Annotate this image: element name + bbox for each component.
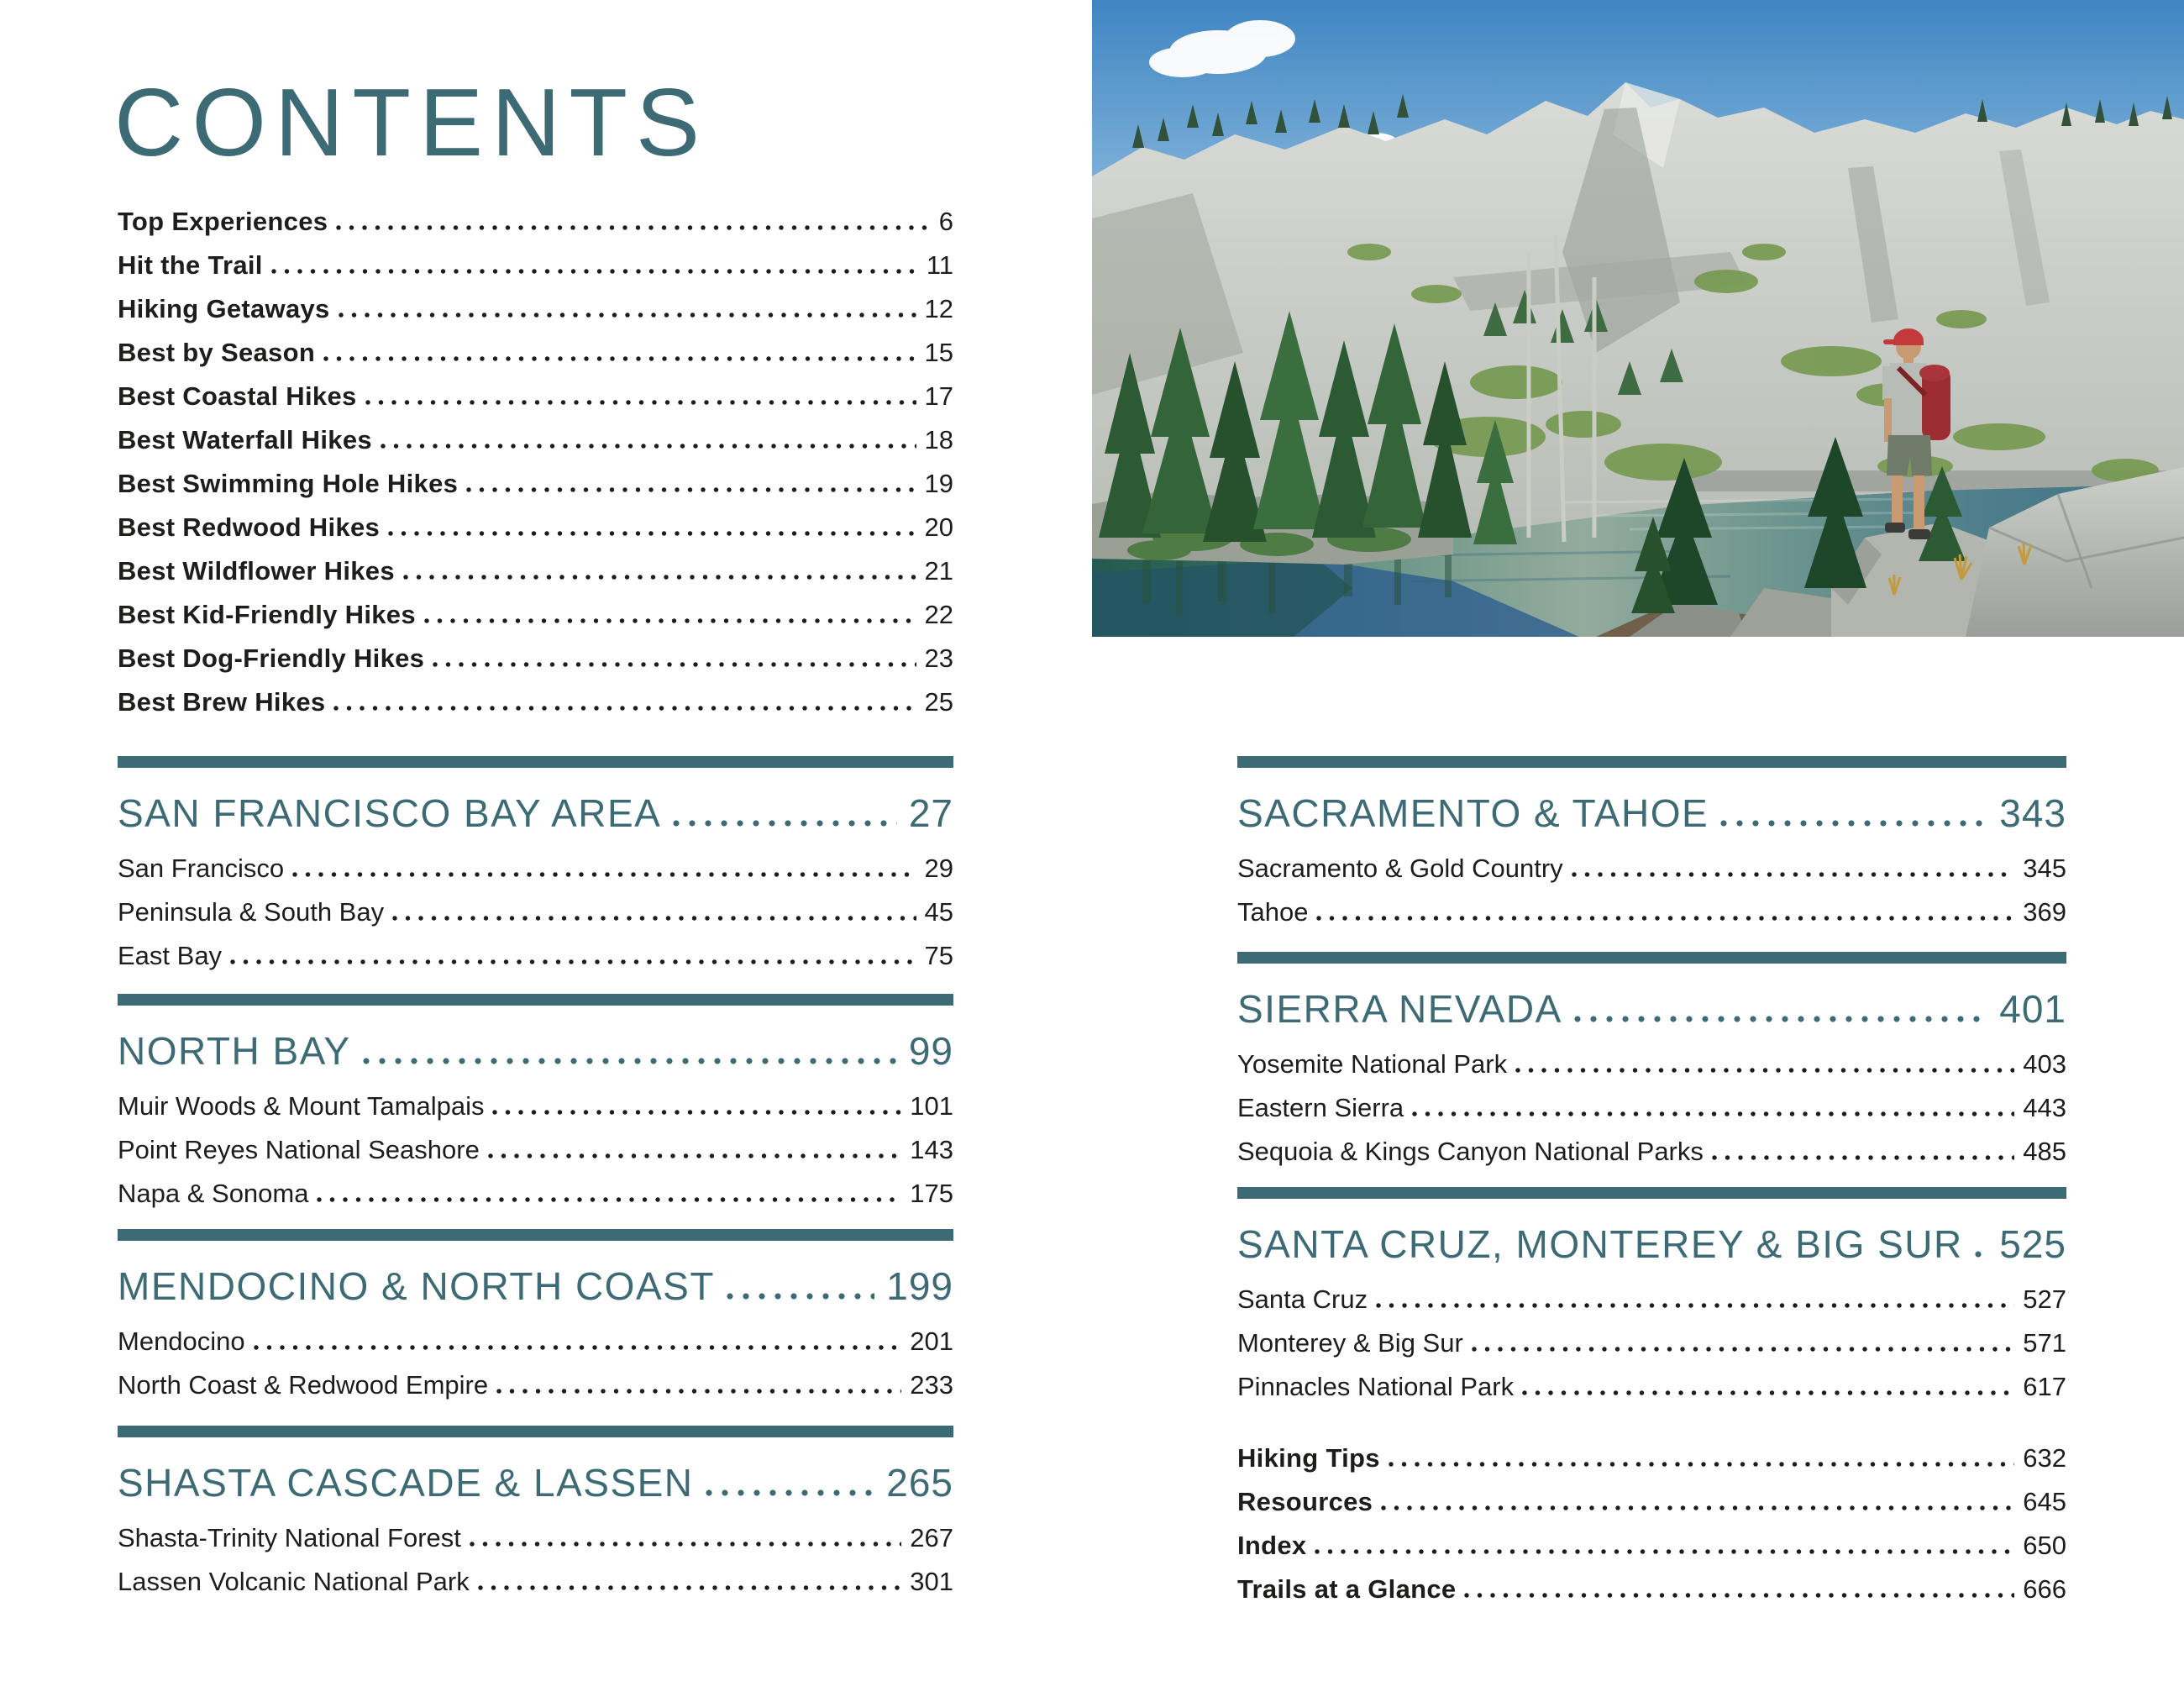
toc-entry-label: Best Redwood Hikes xyxy=(118,512,381,542)
section-header xyxy=(118,791,953,835)
dot-leader xyxy=(1572,872,2015,877)
toc-entry-label: San Francisco xyxy=(118,854,285,883)
section-title: SIERRA NEVADA xyxy=(1237,987,1562,1031)
toc-entry-page: 645 xyxy=(2023,1487,2066,1516)
toc-entry-label: Hiking Getaways xyxy=(118,294,330,323)
section-san-francisco-bay-area xyxy=(118,756,953,986)
toc-entry-page: 233 xyxy=(910,1370,953,1400)
toc-entry-page: 301 xyxy=(910,1567,953,1596)
toc-entry-label: Best by Season xyxy=(118,338,316,367)
toc-entry-label: Best Swimming Hole Hikes xyxy=(118,469,459,498)
section-santa-cruz-monterey-big-sur xyxy=(1237,1187,2066,1417)
toc-entry-page: 19 xyxy=(924,469,953,498)
section-header xyxy=(118,1461,953,1505)
toc-entry-label: Best Brew Hikes xyxy=(118,687,326,717)
toc-entry-page: 175 xyxy=(910,1179,953,1208)
toc-entry-label: Yosemite National Park xyxy=(1237,1049,1508,1079)
hero-photo xyxy=(1092,0,2184,637)
toc-entry xyxy=(118,427,953,454)
dot-leader xyxy=(1464,1593,2014,1598)
toc-entry-page: 23 xyxy=(924,644,953,673)
dot-leader xyxy=(339,313,916,318)
toc-entry-label: Monterey & Big Sur xyxy=(1237,1328,1463,1358)
dot-leader xyxy=(1389,1462,2014,1467)
toc-entry xyxy=(118,899,953,926)
dot-leader xyxy=(1975,1251,1988,1258)
toc-entry-label: Trails at a Glance xyxy=(1237,1574,1457,1604)
toc-entry-label: Best Dog-Friendly Hikes xyxy=(118,644,425,673)
toc-entry-label: Hit the Trail xyxy=(118,250,263,280)
dot-leader xyxy=(317,1197,901,1202)
dot-leader xyxy=(488,1153,901,1158)
toc-entry-label: Top Experiences xyxy=(118,207,328,236)
dot-leader xyxy=(403,575,916,580)
toc-entry-label: Hiking Tips xyxy=(1237,1443,1380,1473)
dot-leader xyxy=(673,820,896,827)
toc-entry-page: 20 xyxy=(924,512,953,542)
section-header xyxy=(1237,987,2066,1031)
toc-entry xyxy=(118,1568,953,1595)
toc-entry-page: 101 xyxy=(910,1091,953,1121)
section-north-bay xyxy=(118,994,953,1224)
toc-entry xyxy=(1237,1489,2066,1516)
toc-entry xyxy=(1237,1576,2066,1603)
section-header xyxy=(1237,1222,2066,1266)
page-title: CONTENTS xyxy=(114,70,708,176)
section-divider-bar xyxy=(1237,756,2066,768)
dot-leader xyxy=(1412,1111,2014,1116)
toc-entry xyxy=(118,252,953,279)
dot-leader xyxy=(478,1585,902,1590)
toc-entry-label: Napa & Sonoma xyxy=(118,1179,309,1208)
toc-entry-page: 45 xyxy=(924,897,953,927)
dot-leader xyxy=(1522,1390,2014,1395)
toc-entry-page: 25 xyxy=(924,687,953,717)
hiker-leg xyxy=(1892,475,1903,524)
toc-entry-page: 11 xyxy=(926,250,953,280)
toc-entry xyxy=(1237,1532,2066,1559)
toc-entry-label: Sacramento & Gold Country xyxy=(1237,854,1563,883)
toc-entry xyxy=(1237,1138,2066,1165)
toc-entry-label: Index xyxy=(1237,1531,1307,1560)
dot-leader xyxy=(254,1345,902,1350)
dot-leader xyxy=(1316,916,2014,921)
toc-entry-label: Mendocino xyxy=(118,1326,245,1356)
toc-entry xyxy=(118,1137,953,1164)
toc-entry-page: 75 xyxy=(924,941,953,970)
section-title: SHASTA CASCADE & LASSEN xyxy=(118,1461,694,1505)
toc-entry xyxy=(1237,1051,2066,1078)
section-sacramento-tahoe xyxy=(1237,756,2066,943)
section-divider-bar xyxy=(118,994,953,1006)
toc-entry xyxy=(118,514,953,541)
front-matter-list xyxy=(118,208,953,733)
section-title: SANTA CRUZ, MONTEREY & BIG SUR xyxy=(1237,1222,1963,1266)
toc-entry-label: Peninsula & South Bay xyxy=(118,897,385,927)
section-title: MENDOCINO & NORTH COAST xyxy=(118,1264,715,1308)
section-page: 401 xyxy=(1999,987,2066,1031)
toc-entry xyxy=(118,1328,953,1355)
toc-entry-page: 666 xyxy=(2023,1574,2066,1604)
dot-leader xyxy=(381,444,916,449)
dot-leader xyxy=(1712,1155,2014,1160)
toc-entry-page: 650 xyxy=(2023,1531,2066,1560)
toc-entry xyxy=(118,1525,953,1552)
section-header xyxy=(118,1029,953,1073)
toc-entry xyxy=(118,296,953,323)
toc-entry-page: 527 xyxy=(2023,1284,2066,1314)
toc-entry-label: Best Coastal Hikes xyxy=(118,381,357,411)
dot-leader xyxy=(727,1293,874,1300)
dot-leader xyxy=(1574,1016,1987,1022)
toc-entry xyxy=(1237,855,2066,882)
toc-entry-page: 143 xyxy=(910,1135,953,1164)
dot-leader xyxy=(1376,1303,2014,1308)
section-title: NORTH BAY xyxy=(118,1029,351,1073)
toc-entry-page: 6 xyxy=(938,207,953,236)
toc-entry-page: 369 xyxy=(2023,897,2066,927)
toc-entry-page: 345 xyxy=(2023,854,2066,883)
back-matter-list xyxy=(1237,1445,2066,1620)
toc-entry-label: Sequoia & Kings Canyon National Parks xyxy=(1237,1137,1704,1166)
toc-entry xyxy=(1237,1374,2066,1400)
dot-leader xyxy=(365,400,916,405)
section-page: 343 xyxy=(1999,791,2066,835)
toc-entry-label: Shasta-Trinity National Forest xyxy=(118,1523,461,1552)
toc-entry-page: 485 xyxy=(2023,1137,2066,1166)
dot-leader xyxy=(706,1489,875,1496)
toc-entry-label: Resources xyxy=(1237,1487,1373,1516)
dot-leader xyxy=(388,531,916,536)
dot-leader xyxy=(1381,1505,2014,1510)
section-page: 525 xyxy=(1999,1222,2066,1266)
dot-leader xyxy=(466,487,916,492)
toc-entry-label: Lassen Volcanic National Park xyxy=(118,1567,470,1596)
dot-leader xyxy=(333,706,916,711)
dot-leader xyxy=(492,1110,901,1115)
dot-leader xyxy=(424,618,916,623)
toc-entry-page: 443 xyxy=(2023,1093,2066,1122)
section-header xyxy=(1237,791,2066,835)
toc-entry-page: 267 xyxy=(910,1523,953,1552)
toc-entry-page: 571 xyxy=(2023,1328,2066,1358)
toc-entry-label: Tahoe xyxy=(1237,897,1309,927)
dot-leader xyxy=(230,959,916,964)
toc-entry-page: 632 xyxy=(2023,1443,2066,1473)
dot-leader xyxy=(271,269,918,274)
section-divider-bar xyxy=(118,1426,953,1437)
toc-entry xyxy=(1237,1330,2066,1357)
toc-entry-page: 21 xyxy=(924,556,953,586)
section-shasta-cascade-lassen xyxy=(118,1426,953,1612)
toc-entry xyxy=(118,383,953,410)
toc-entry-label: East Bay xyxy=(118,941,223,970)
dot-leader xyxy=(496,1389,901,1394)
toc-entry xyxy=(118,601,953,628)
section-divider-bar xyxy=(118,1229,953,1241)
section-divider-bar xyxy=(118,756,953,768)
toc-entry xyxy=(118,1180,953,1207)
toc-entry-label: Santa Cruz xyxy=(1237,1284,1368,1314)
section-header xyxy=(118,1264,953,1308)
toc-entry xyxy=(118,689,953,716)
section-title: SAN FRANCISCO BAY AREA xyxy=(118,791,662,835)
section-page: 199 xyxy=(886,1264,953,1308)
toc-entry-page: 403 xyxy=(2023,1049,2066,1079)
hiker-shoe xyxy=(1885,523,1905,533)
dot-leader xyxy=(323,356,916,361)
toc-entry xyxy=(1237,1286,2066,1313)
toc-entry xyxy=(118,1093,953,1120)
dot-leader xyxy=(1720,820,1987,827)
toc-entry xyxy=(118,1372,953,1399)
toc-entry-label: Best Kid-Friendly Hikes xyxy=(118,600,416,629)
dot-leader xyxy=(1515,1068,2014,1073)
dot-leader xyxy=(433,662,916,667)
toc-entry xyxy=(1237,899,2066,926)
toc-entry-label: Pinnacles National Park xyxy=(1237,1372,1515,1401)
toc-entry-page: 201 xyxy=(910,1326,953,1356)
section-page: 27 xyxy=(908,791,953,835)
section-divider-bar xyxy=(1237,952,2066,964)
section-divider-bar xyxy=(1237,1187,2066,1199)
hiker-leg xyxy=(1914,475,1924,531)
section-mendocino-north-coast xyxy=(118,1229,953,1416)
toc-entry-page: 15 xyxy=(924,338,953,367)
toc-entry-label: Muir Woods & Mount Tamalpais xyxy=(118,1091,485,1121)
toc-entry xyxy=(118,558,953,585)
dot-leader xyxy=(1472,1347,2014,1352)
toc-entry xyxy=(118,470,953,497)
section-sierra-nevada xyxy=(1237,952,2066,1182)
toc-entry-label: Eastern Sierra xyxy=(1237,1093,1404,1122)
toc-entry xyxy=(118,943,953,969)
dot-leader xyxy=(363,1058,897,1064)
toc-entry-label: North Coast & Redwood Empire xyxy=(118,1370,489,1400)
toc-entry xyxy=(1237,1095,2066,1122)
toc-entry-page: 22 xyxy=(924,600,953,629)
toc-entry xyxy=(118,339,953,366)
toc-entry xyxy=(1237,1445,2066,1472)
dot-leader xyxy=(336,225,930,230)
toc-entry-label: Best Wildflower Hikes xyxy=(118,556,395,586)
toc-entry xyxy=(118,855,953,882)
toc-entry-page: 18 xyxy=(924,425,953,454)
dot-leader xyxy=(292,872,916,877)
toc-entry-page: 617 xyxy=(2023,1372,2066,1401)
dot-leader xyxy=(392,916,916,921)
hero-photo-illustration xyxy=(1092,0,2184,637)
toc-entry-label: Best Waterfall Hikes xyxy=(118,425,372,454)
toc-entry-page: 12 xyxy=(924,294,953,323)
hiker-shoe xyxy=(1908,529,1930,539)
section-page: 265 xyxy=(886,1461,953,1505)
dot-leader xyxy=(1315,1549,2014,1554)
section-page: 99 xyxy=(908,1029,953,1073)
dot-leader xyxy=(470,1542,901,1547)
toc-entry xyxy=(118,645,953,672)
toc-entry xyxy=(118,208,953,235)
section-title: SACRAMENTO & TAHOE xyxy=(1237,791,1709,835)
toc-entry-page: 29 xyxy=(924,854,953,883)
toc-entry-label: Point Reyes National Seashore xyxy=(118,1135,480,1164)
toc-entry-page: 17 xyxy=(924,381,953,411)
